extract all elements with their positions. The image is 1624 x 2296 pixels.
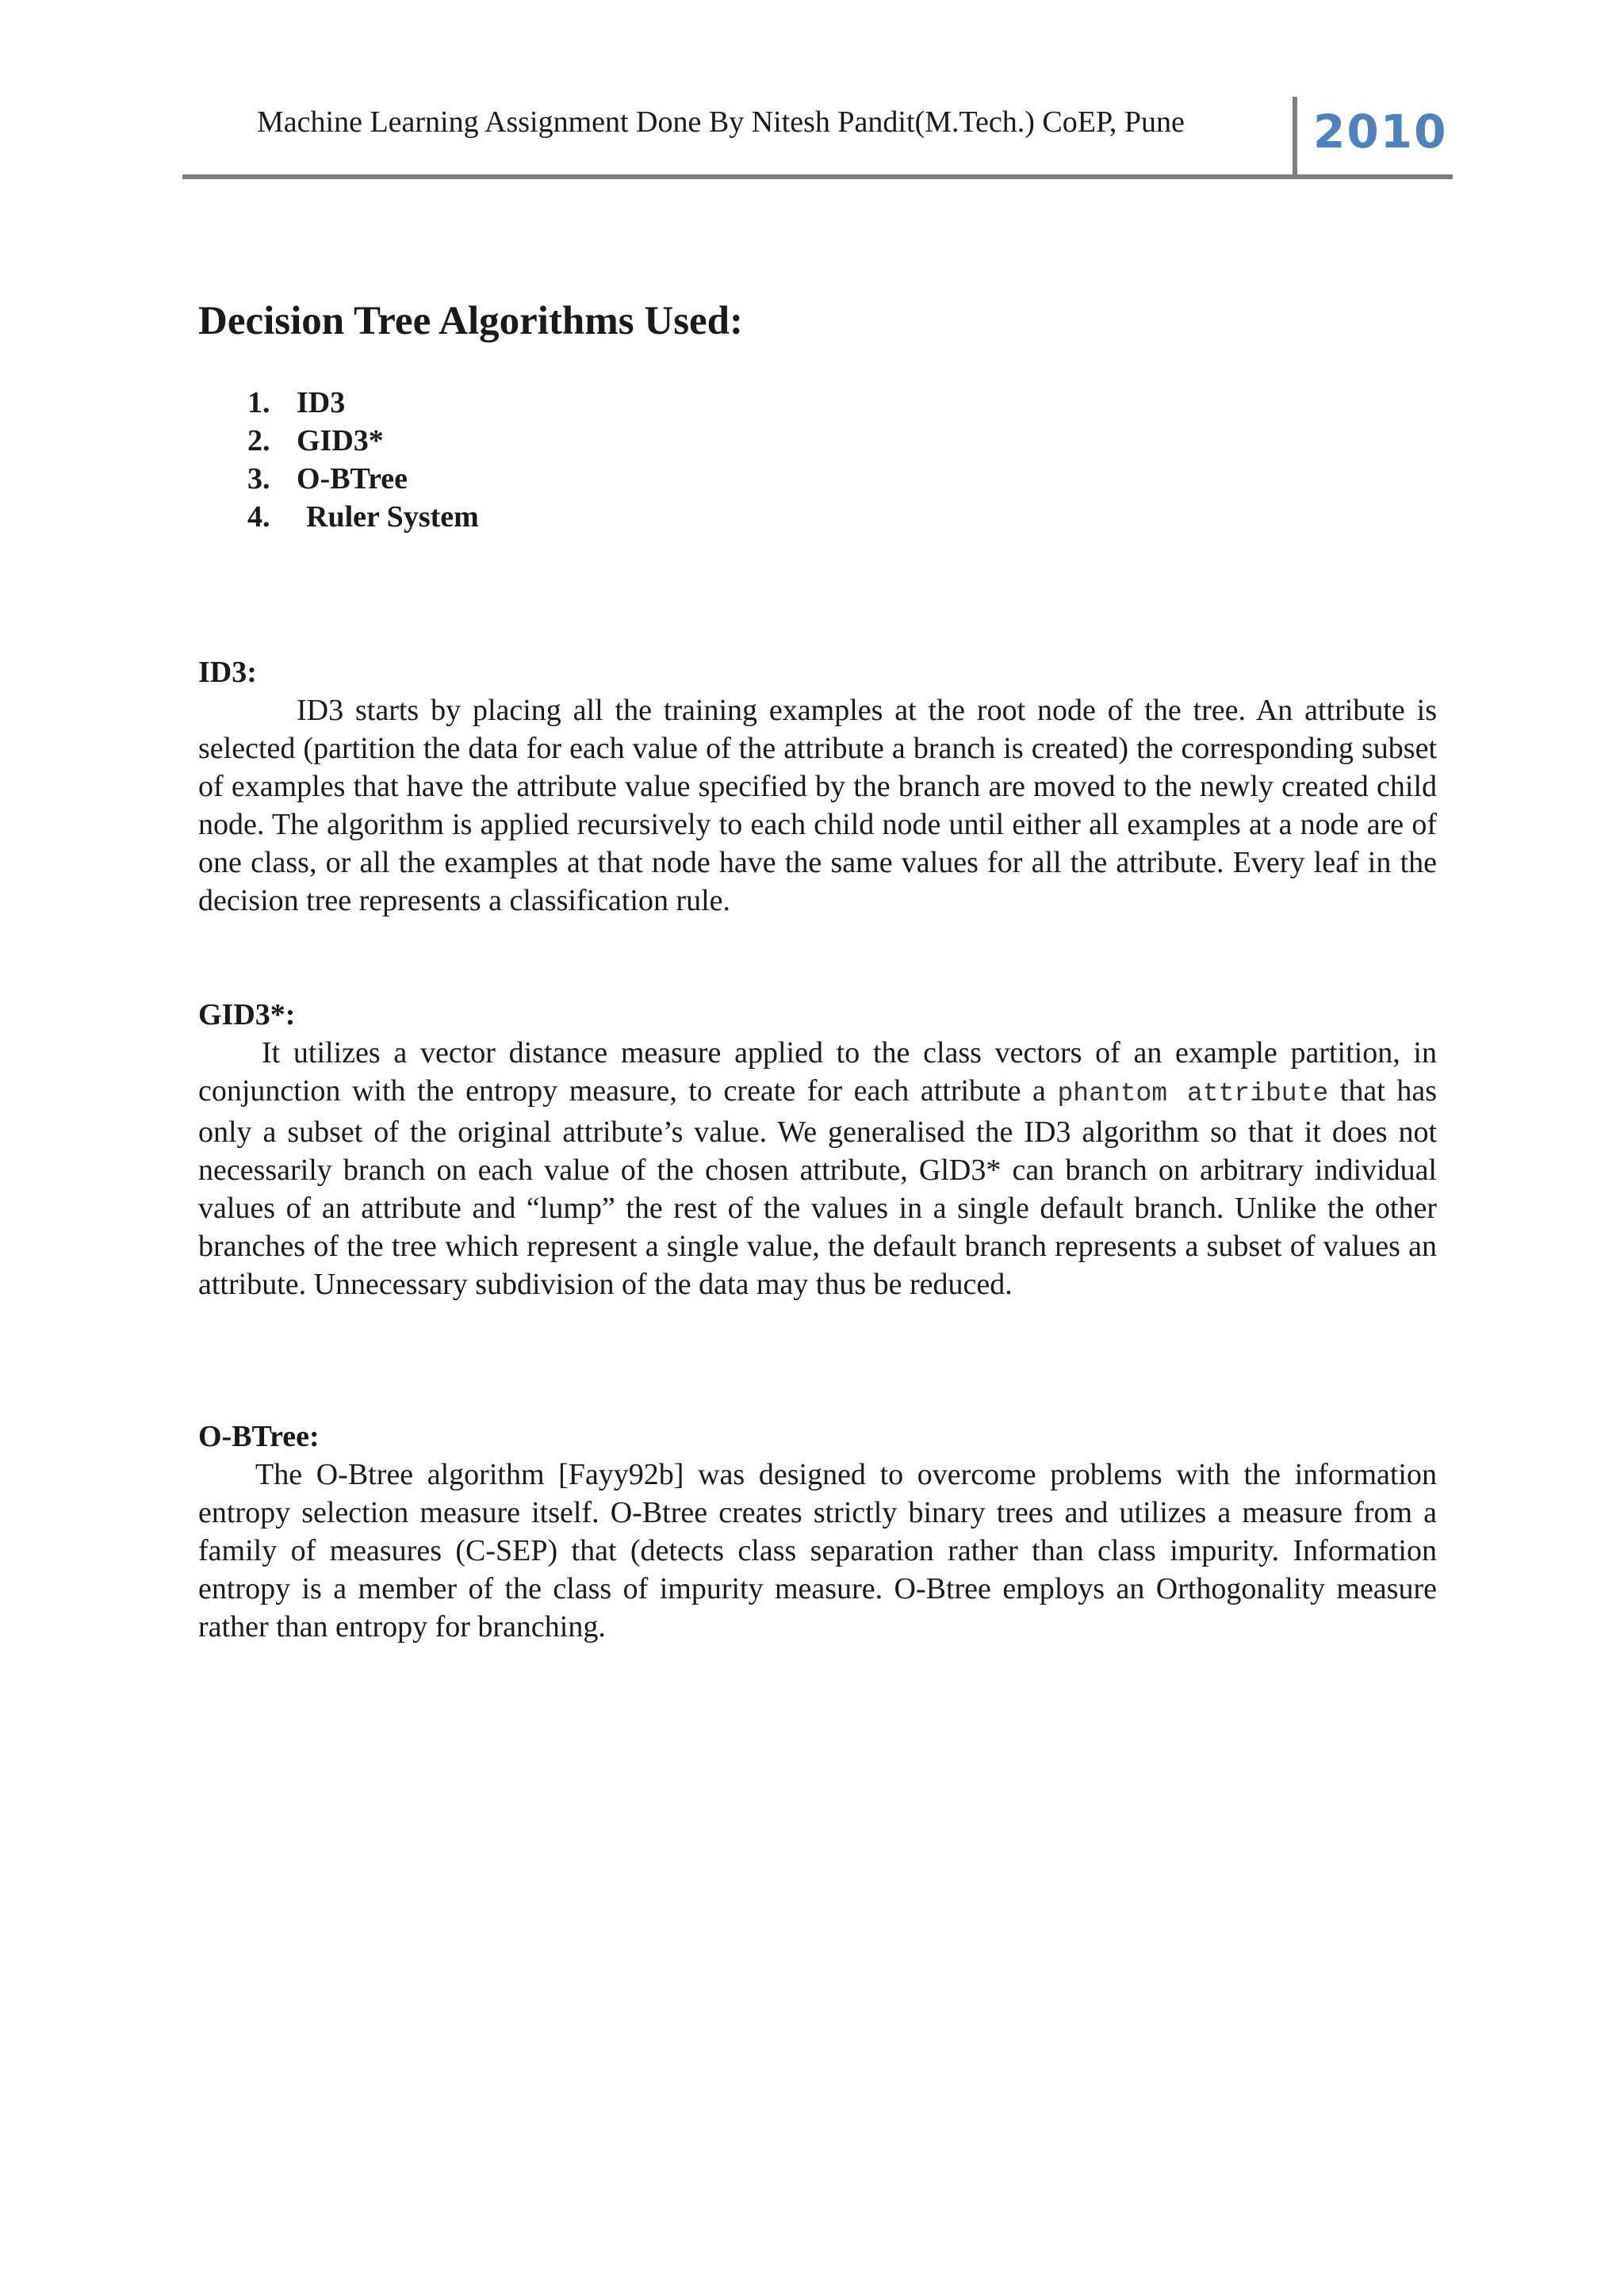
list-item [198, 384, 1437, 422]
list-item-number: 4. [247, 500, 270, 534]
phantom-attribute-term: phantom attribute [1057, 1079, 1329, 1108]
list-item-label: GID3* [297, 424, 384, 457]
section-heading-obtree: O-BTree: [198, 1420, 320, 1453]
page-content [198, 293, 1437, 1646]
section-heading-gid3: GID3*: [198, 998, 296, 1031]
list-item [198, 422, 1437, 460]
list-item-label: Ruler System [306, 500, 479, 534]
section-body-gid3-part2: that has only a subset of the original attribute’s value. We generalised the ID3 algorithm so that it does not necessarily branch on each value of the chosen attribute, GlD3* can branch on arbitrary individual values of an attribute and “lump” the rest of the values in a single default branch. Unlike the other branches of the tree which represent a single value, the default branch represents a subset of values an attribute. Unnecessary subdivision of the data may thus be reduced. [198, 1074, 1438, 1301]
page-header [182, 94, 1453, 181]
section-gid3 [198, 996, 1437, 1303]
section-body-gid3 [198, 1034, 1437, 1303]
algorithm-list [198, 384, 1437, 536]
header-vertical-rule [1293, 97, 1297, 174]
list-item-number: 1. [247, 386, 270, 419]
list-item-number: 2. [247, 424, 270, 457]
list-item [198, 498, 1437, 536]
header-title: Machine Learning Assignment Done By Nitesh Pandit(M.Tech.) CoEP, Pune [257, 105, 1185, 139]
section-heading-id3: ID3: [198, 656, 257, 689]
list-item-label: O-BTree [297, 462, 408, 496]
header-year: 2010 [1313, 105, 1448, 159]
list-item [198, 460, 1437, 498]
section-id3 [198, 653, 1437, 920]
section-body-obtree: The O-Btree algorithm [Fayy92b] was designed to overcome problems with the information entropy selection measure itself. O-Btree creates strictly binary trees and utilizes a measure from a family of measures (C-SEP) that (detects class separation rather than class impurity. Information entropy is a member of the class of impurity measure. O-Btree employs an Orthogonality measure rather than entropy for branching. [198, 1458, 1437, 1644]
section-body-id3: ID3 starts by placing all the training examples at the root node of the tree. An attribute is selected (partition the data for each value of the attribute a branch is created) the corresponding subset of examples that have the attribute value specified by the branch are moved to the newly created child node. The algorithm is applied recursively to each child node until either all examples at a node are of one class, or all the examples at that node have the same values for all the attribute. Every leaf in the decision tree represents a classification rule. [198, 694, 1437, 917]
list-item-number: 3. [247, 462, 270, 496]
header-horizontal-rule [182, 174, 1453, 179]
section-body-gid3-part1: It utilizes a vector distance measure applied to the class vectors of an example partition, in conjunction with the entropy measure, to create for each attribute a [198, 1036, 1437, 1108]
list-item-label: ID3 [297, 386, 346, 419]
section-obtree [198, 1418, 1437, 1646]
page-title: Decision Tree Algorithms Used: [198, 299, 744, 343]
